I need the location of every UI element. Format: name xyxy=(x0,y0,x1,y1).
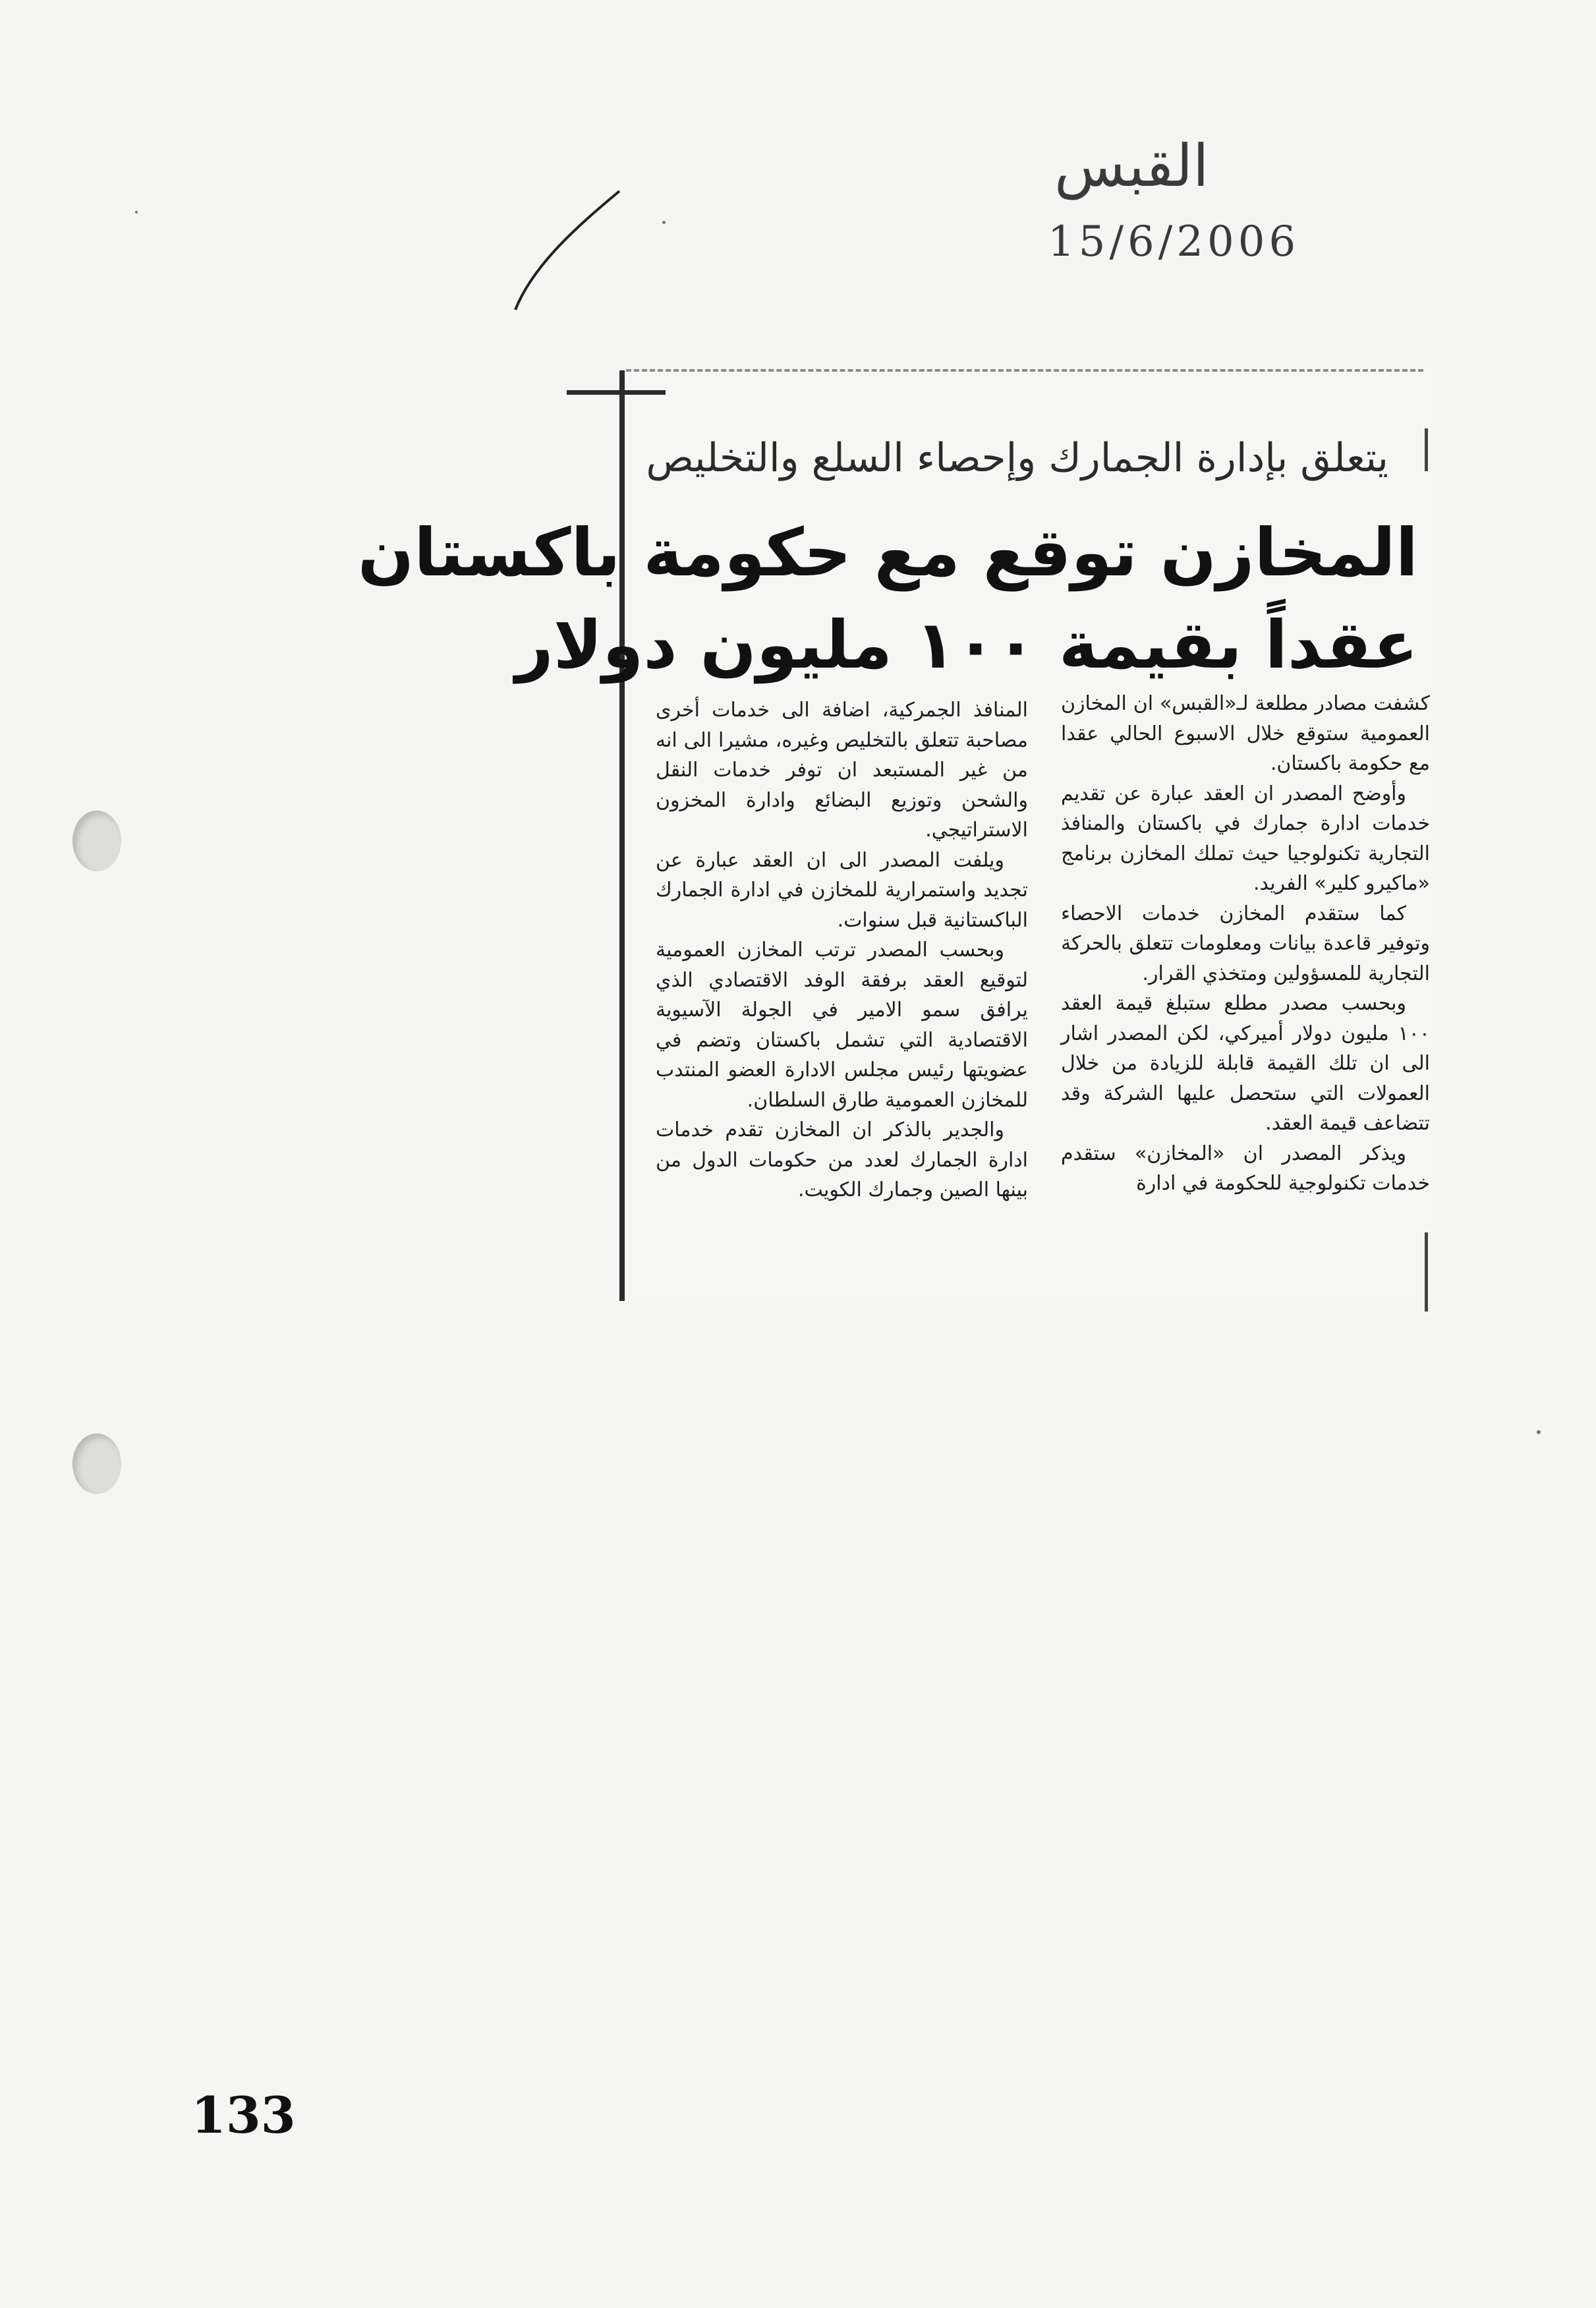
paragraph: ويلفت المصدر الى ان العقد عبارة عن تجديد واستمرارية للمخازن في ادارة الجمارك الباكستانية قبل سنوات. xyxy=(656,848,1028,932)
paragraph: وأوضح المصدر ان العقد عبارة عن تقديم خدمات ادارة جمارك في باكستان والمنافذ التجارية تكنولوجيا حيث تملك المخازن برنامج «ماكيرو كلير» الفريد. xyxy=(1061,782,1430,895)
clipping-right-rule-top xyxy=(1425,428,1428,471)
paragraph: كما ستقدم المخازن خدمات الاحصاء وتوفير قاعدة بيانات ومعلومات تتعلق بالحركة التجارية للمسؤولين ومتخذي القرار. xyxy=(1061,902,1430,985)
paper-speck xyxy=(1537,1430,1541,1434)
clipping-left-tick xyxy=(567,390,666,395)
paper-speck xyxy=(135,211,138,214)
paragraph: وبحسب المصدر ترتب المخازن العمومية لتوقيع العقد برفقة الوفد الاقتصادي الذي يرافق سمو الامير في الجولة الآسيوية الاقتصادية التي تشمل باكستان وتضم في عضويتها رئيس مجلس الادارة العضو المنتدب للمخازن العمومية طارق السلطان. xyxy=(656,938,1028,1112)
paragraph: كشفت مصادر مطلعة لـ«القبس» ان المخازن العمومية ستوقع خلال الاسبوع الحالي عقدا مع حكومة باكستان. xyxy=(1061,692,1430,775)
punch-hole-bottom xyxy=(72,1433,121,1494)
paragraph: وبحسب مصدر مطلع ستبلغ قيمة العقد ١٠٠ مليون دولار أميركي، لكن المصدر اشار الى ان تلك القيمة قابلة للزيادة من خلال العمولات التي ستحصل عليها الشركة وقد تتضاعف قيمة العقد. xyxy=(1061,992,1430,1135)
article-column-right xyxy=(1061,689,1430,1199)
page-number: 133 xyxy=(191,2086,296,2145)
paragraph: المنافذ الجمركية، اضافة الى خدمات أخرى مصاحبة تتعلق بالتخليص وغيره، مشيرا الى انه من غير المستبعد ان توفر خدمات النقل والشحن وتوزيع البضائع وادارة المخزون الاستراتيجي. xyxy=(656,699,1028,842)
article-subtitle: يتعلق بإدارة الجمارك وإحصاء السلع والتخليص xyxy=(646,435,1388,481)
paragraph: والجدير بالذكر ان المخازن تقدم خدمات ادارة الجمارك لعدد من حكومات الدول من بينها الصين وجمارك الكويت. xyxy=(656,1118,1028,1201)
paper-speck xyxy=(662,221,666,224)
clipping-right-rule-bottom xyxy=(1425,1232,1428,1312)
pen-stroke-mark xyxy=(507,185,626,316)
handwritten-source: القبس xyxy=(1054,132,1209,200)
article-column-left xyxy=(656,695,1028,1205)
clipping-left-rule xyxy=(619,370,625,1301)
clipping-top-border xyxy=(626,369,1423,372)
paragraph: ويذكر المصدر ان «المخازن» ستقدم خدمات تكنولوجية للحكومة في ادارة xyxy=(1061,1141,1430,1195)
article-headline-line-2: عقداً بقيمة ١٠٠ مليون دولار xyxy=(515,606,1418,683)
punch-hole-top xyxy=(72,811,121,871)
handwritten-date: 15/6/2006 xyxy=(1048,217,1300,266)
article-headline-line-1: المخازن توقع مع حكومة باكستان xyxy=(357,514,1418,591)
